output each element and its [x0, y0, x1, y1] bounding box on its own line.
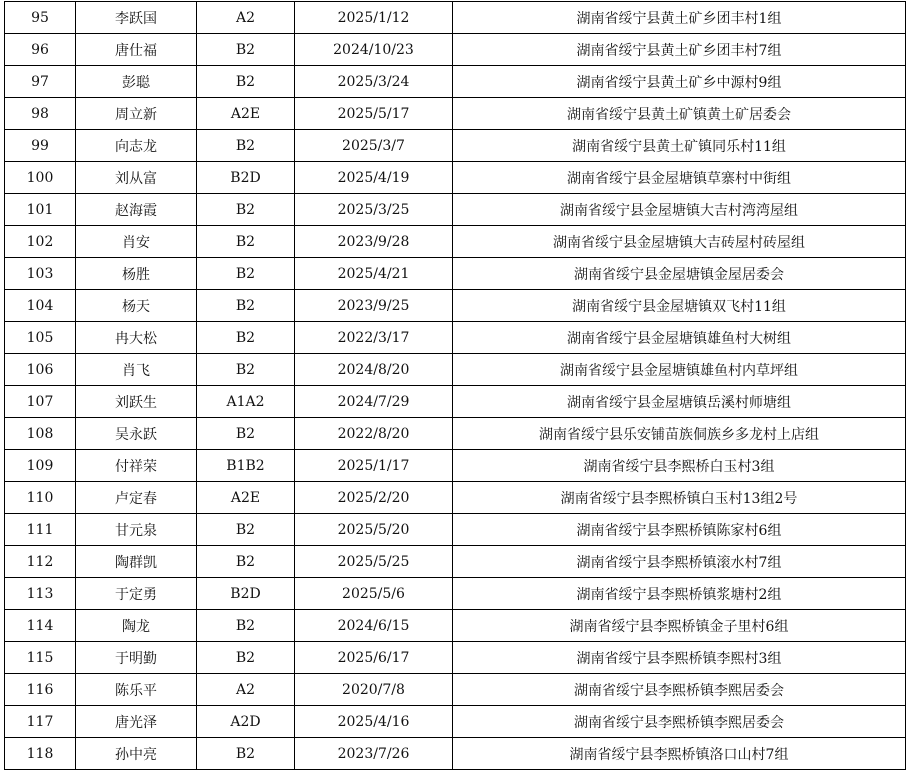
- cell-license-class: B2: [197, 290, 295, 322]
- cell-number: 102: [5, 226, 76, 258]
- table-row: [5, 162, 906, 194]
- cell-address: 湖南省绥宁县金屋塘镇金屋居委会: [453, 258, 906, 290]
- cell-date: 2024/7/29: [295, 386, 453, 418]
- cell-date: 2025/4/16: [295, 706, 453, 738]
- cell-name: 向志龙: [76, 130, 197, 162]
- cell-license-class: A2E: [197, 482, 295, 514]
- cell-name: 刘跃生: [76, 386, 197, 418]
- cell-address: 湖南省绥宁县黄土矿镇同乐村11组: [453, 130, 906, 162]
- cell-date: 2022/8/20: [295, 418, 453, 450]
- cell-number: 105: [5, 322, 76, 354]
- cell-name: 彭聪: [76, 66, 197, 98]
- table-row: [5, 98, 906, 130]
- cell-address: 湖南省绥宁县黄土矿镇黄土矿居委会: [453, 98, 906, 130]
- cell-license-class: B2: [197, 354, 295, 386]
- cell-date: 2024/6/15: [295, 610, 453, 642]
- cell-name: 唐光泽: [76, 706, 197, 738]
- cell-license-class: A2: [197, 674, 295, 706]
- table-row: [5, 258, 906, 290]
- cell-license-class: B2: [197, 642, 295, 674]
- cell-license-class: B2: [197, 610, 295, 642]
- cell-address: 湖南省绥宁县金屋塘镇草寨村中街组: [453, 162, 906, 194]
- cell-license-class: B2: [197, 66, 295, 98]
- cell-date: 2025/1/12: [295, 2, 453, 34]
- cell-date: 2025/4/19: [295, 162, 453, 194]
- cell-date: 2025/3/7: [295, 130, 453, 162]
- cell-name: 陈乐平: [76, 674, 197, 706]
- cell-address: 湖南省绥宁县金屋塘镇大吉砖屋村砖屋组: [453, 226, 906, 258]
- cell-license-class: A2D: [197, 706, 295, 738]
- cell-name: 唐仕福: [76, 34, 197, 66]
- table-row: [5, 2, 906, 34]
- cell-name: 周立新: [76, 98, 197, 130]
- cell-address: 湖南省绥宁县李熙桥镇李熙村3组: [453, 642, 906, 674]
- cell-name: 肖安: [76, 226, 197, 258]
- cell-name: 于明勤: [76, 642, 197, 674]
- cell-number: 115: [5, 642, 76, 674]
- cell-number: 96: [5, 34, 76, 66]
- cell-number: 118: [5, 738, 76, 770]
- table-row: [5, 130, 906, 162]
- cell-license-class: B2: [197, 322, 295, 354]
- cell-license-class: B2: [197, 546, 295, 578]
- table-row: [5, 578, 906, 610]
- cell-name: 于定勇: [76, 578, 197, 610]
- cell-date: 2025/2/20: [295, 482, 453, 514]
- table-row: [5, 66, 906, 98]
- cell-name: 杨天: [76, 290, 197, 322]
- cell-license-class: B2: [197, 226, 295, 258]
- cell-number: 103: [5, 258, 76, 290]
- cell-date: 2024/10/23: [295, 34, 453, 66]
- cell-address: 湖南省绥宁县金屋塘镇雄鱼村大树组: [453, 322, 906, 354]
- cell-date: 2025/5/20: [295, 514, 453, 546]
- table-row: [5, 450, 906, 482]
- cell-date: 2020/7/8: [295, 674, 453, 706]
- cell-number: 104: [5, 290, 76, 322]
- cell-address: 湖南省绥宁县乐安铺苗族侗族乡多龙村上店组: [453, 418, 906, 450]
- cell-address: 湖南省绥宁县李熙桥白玉村3组: [453, 450, 906, 482]
- table-row: [5, 226, 906, 258]
- cell-name: 卢定春: [76, 482, 197, 514]
- cell-name: 杨胜: [76, 258, 197, 290]
- table-row: [5, 482, 906, 514]
- cell-date: 2023/7/26: [295, 738, 453, 770]
- cell-number: 112: [5, 546, 76, 578]
- cell-date: 2024/8/20: [295, 354, 453, 386]
- cell-name: 刘从富: [76, 162, 197, 194]
- cell-address: 湖南省绥宁县黄土矿乡团丰村1组: [453, 2, 906, 34]
- cell-license-class: B2: [197, 514, 295, 546]
- cell-name: 陶龙: [76, 610, 197, 642]
- table-row: [5, 738, 906, 770]
- cell-date: 2025/5/6: [295, 578, 453, 610]
- cell-license-class: B2: [197, 194, 295, 226]
- cell-address: 湖南省绥宁县李熙桥镇白玉村13组2号: [453, 482, 906, 514]
- cell-number: 111: [5, 514, 76, 546]
- cell-number: 114: [5, 610, 76, 642]
- table-row: [5, 610, 906, 642]
- table-row: [5, 386, 906, 418]
- table-row: [5, 34, 906, 66]
- cell-date: 2025/3/25: [295, 194, 453, 226]
- cell-address: 湖南省绥宁县金屋塘镇岳溪村师塘组: [453, 386, 906, 418]
- cell-number: 95: [5, 2, 76, 34]
- cell-number: 116: [5, 674, 76, 706]
- cell-address: 湖南省绥宁县金屋塘镇雄鱼村内草坪组: [453, 354, 906, 386]
- table-row: [5, 194, 906, 226]
- table-row: [5, 514, 906, 546]
- cell-number: 113: [5, 578, 76, 610]
- cell-date: 2022/3/17: [295, 322, 453, 354]
- cell-name: 陶群凯: [76, 546, 197, 578]
- records-table-body: [5, 2, 906, 770]
- table-row: [5, 706, 906, 738]
- cell-license-class: B2: [197, 130, 295, 162]
- table-row: [5, 674, 906, 706]
- cell-date: 2023/9/28: [295, 226, 453, 258]
- cell-license-class: B2: [197, 34, 295, 66]
- cell-name: 肖飞: [76, 354, 197, 386]
- cell-number: 110: [5, 482, 76, 514]
- cell-address: 湖南省绥宁县金屋塘镇大吉村湾湾屋组: [453, 194, 906, 226]
- cell-name: 李跃国: [76, 2, 197, 34]
- cell-license-class: B2: [197, 418, 295, 450]
- cell-license-class: A2: [197, 2, 295, 34]
- table-row: [5, 322, 906, 354]
- cell-date: 2025/5/25: [295, 546, 453, 578]
- cell-address: 湖南省绥宁县金屋塘镇双飞村11组: [453, 290, 906, 322]
- cell-name: 吴永跃: [76, 418, 197, 450]
- cell-date: 2025/6/17: [295, 642, 453, 674]
- cell-date: 2023/9/25: [295, 290, 453, 322]
- records-table: [4, 1, 906, 770]
- cell-number: 98: [5, 98, 76, 130]
- cell-number: 99: [5, 130, 76, 162]
- cell-address: 湖南省绥宁县李熙桥镇陈家村6组: [453, 514, 906, 546]
- table-row: [5, 354, 906, 386]
- table-row: [5, 290, 906, 322]
- cell-date: 2025/5/17: [295, 98, 453, 130]
- cell-name: 孙中亮: [76, 738, 197, 770]
- table-row: [5, 546, 906, 578]
- cell-address: 湖南省绥宁县李熙桥镇滚水村7组: [453, 546, 906, 578]
- cell-address: 湖南省绥宁县黄土矿乡中源村9组: [453, 66, 906, 98]
- cell-license-class: B2: [197, 738, 295, 770]
- cell-license-class: B2D: [197, 162, 295, 194]
- cell-license-class: A2E: [197, 98, 295, 130]
- cell-address: 湖南省绥宁县李熙桥镇金子里村6组: [453, 610, 906, 642]
- cell-license-class: B1B2: [197, 450, 295, 482]
- cell-date: 2025/3/24: [295, 66, 453, 98]
- cell-number: 107: [5, 386, 76, 418]
- cell-license-class: B2: [197, 258, 295, 290]
- cell-name: 付祥荣: [76, 450, 197, 482]
- table-row: [5, 642, 906, 674]
- cell-number: 97: [5, 66, 76, 98]
- cell-date: 2025/1/17: [295, 450, 453, 482]
- cell-address: 湖南省绥宁县李熙桥镇浆塘村2组: [453, 578, 906, 610]
- cell-address: 湖南省绥宁县李熙桥镇李熙居委会: [453, 674, 906, 706]
- table-row: [5, 418, 906, 450]
- cell-license-class: A1A2: [197, 386, 295, 418]
- cell-number: 108: [5, 418, 76, 450]
- cell-number: 101: [5, 194, 76, 226]
- cell-address: 湖南省绥宁县李熙桥镇洛口山村7组: [453, 738, 906, 770]
- cell-name: 赵海霞: [76, 194, 197, 226]
- cell-name: 冉大松: [76, 322, 197, 354]
- cell-address: 湖南省绥宁县黄土矿乡团丰村7组: [453, 34, 906, 66]
- cell-address: 湖南省绥宁县李熙桥镇李熙居委会: [453, 706, 906, 738]
- cell-date: 2025/4/21: [295, 258, 453, 290]
- cell-number: 117: [5, 706, 76, 738]
- cell-number: 109: [5, 450, 76, 482]
- cell-name: 甘元泉: [76, 514, 197, 546]
- cell-license-class: B2D: [197, 578, 295, 610]
- cell-number: 106: [5, 354, 76, 386]
- cell-number: 100: [5, 162, 76, 194]
